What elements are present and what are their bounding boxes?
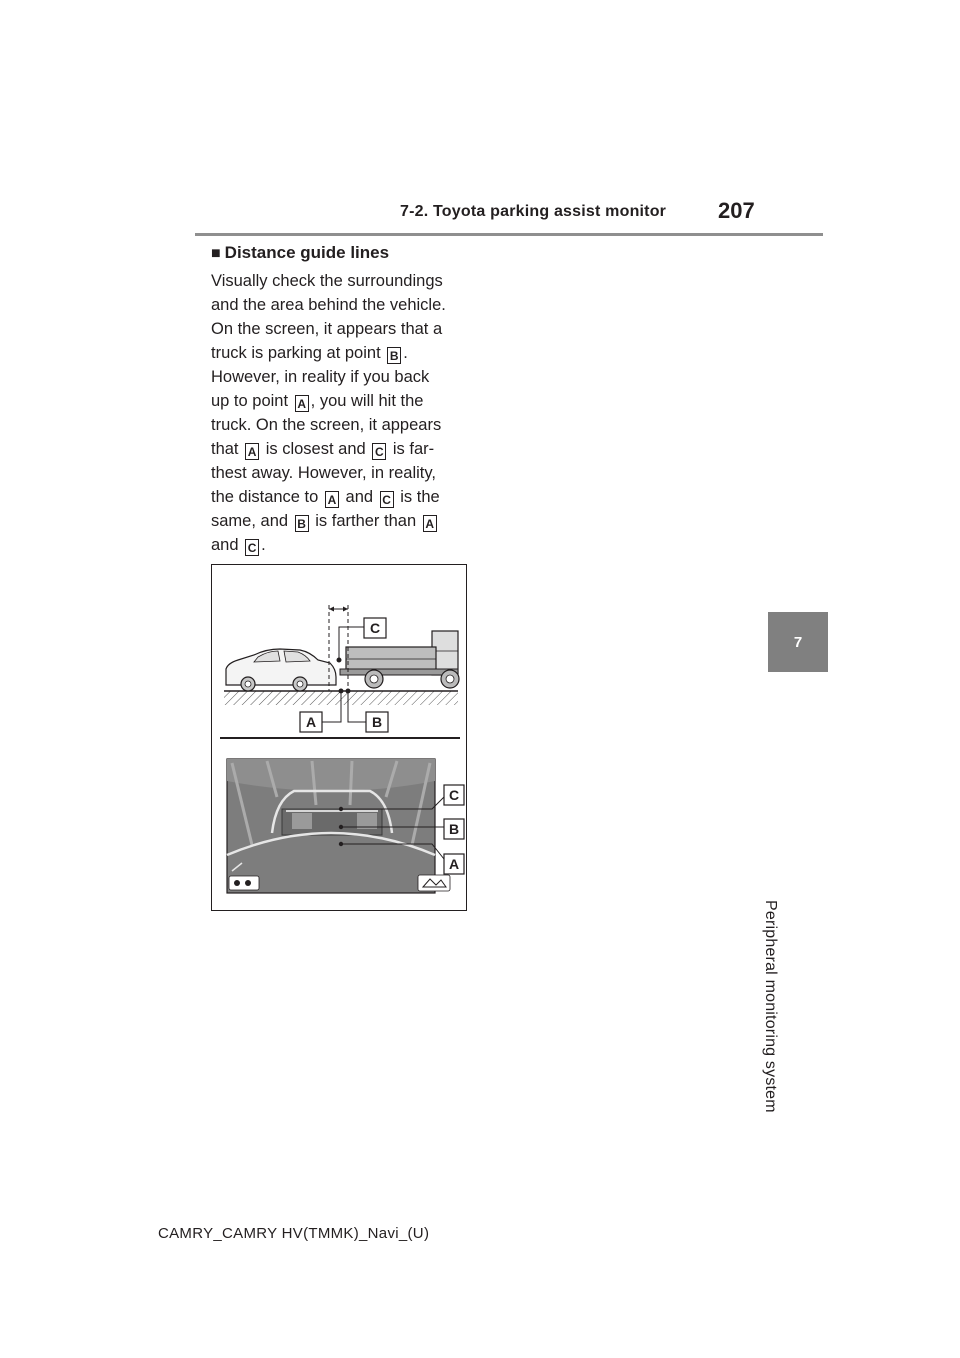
header-divider xyxy=(195,233,823,236)
text-fragment: same, and xyxy=(211,512,289,530)
manual-footer: CAMRY_CAMRY HV(TMMK)_Navi_(U) xyxy=(158,1225,430,1242)
text-line: However, in reality if you back xyxy=(211,368,430,386)
distance-guide-illustration xyxy=(211,564,467,911)
text-fragment: , you will hit the xyxy=(310,392,424,410)
text-line xyxy=(211,389,473,413)
text-line xyxy=(211,437,473,461)
camera-screen-view xyxy=(227,759,464,893)
label-b-screen: B xyxy=(448,821,460,837)
label-c-screen: C xyxy=(448,787,460,803)
point-a-label: A xyxy=(423,515,437,532)
illustration-svg xyxy=(212,565,468,912)
chapter-number: 7 xyxy=(793,633,803,651)
guide-mode-icon xyxy=(234,880,240,886)
point-a-label: A xyxy=(295,395,309,412)
text-fragment: is closest and xyxy=(265,440,366,458)
text-fragment: up to point xyxy=(211,392,289,410)
chapter-tab[interactable] xyxy=(768,612,828,672)
body-paragraph xyxy=(211,269,473,557)
truck-icon xyxy=(340,631,459,688)
side-view-diagram xyxy=(224,605,459,732)
point-b-label: B xyxy=(387,347,401,364)
text-fragment: is the xyxy=(400,488,440,506)
label-a-side: A xyxy=(305,714,317,730)
sub-heading-text: Distance guide lines xyxy=(224,243,390,262)
text-line xyxy=(211,341,473,365)
car-icon xyxy=(226,649,336,691)
text-fragment: is farther than xyxy=(315,512,417,530)
text-fragment: that xyxy=(211,440,239,458)
guide-mode-button[interactable] xyxy=(229,876,259,890)
point-b-label: B xyxy=(295,515,309,532)
point-a-label: A xyxy=(325,491,339,508)
text-line xyxy=(211,485,473,509)
text-fragment: . xyxy=(403,344,408,362)
chapter-label: Peripheral monitoring system xyxy=(762,900,779,1113)
page-number: 207 xyxy=(718,198,755,223)
sub-heading xyxy=(211,243,389,263)
text-fragment: . xyxy=(261,536,266,554)
text-fragment: truck is parking at point xyxy=(211,344,381,362)
text-fragment: and xyxy=(211,536,239,554)
text-line: Visually check the surroundings xyxy=(211,272,443,290)
text-line: thest away. However, in reality, xyxy=(211,464,436,482)
text-line: and the area behind the vehicle. xyxy=(211,296,446,314)
text-fragment: and xyxy=(345,488,374,506)
point-c-label: C xyxy=(380,491,394,508)
point-a-label: A xyxy=(245,443,259,460)
label-c-side: C xyxy=(369,620,381,636)
text-line: On the screen, it appears that a xyxy=(211,320,443,338)
label-a-screen: A xyxy=(448,856,460,872)
point-c-label: C xyxy=(245,539,259,556)
text-fragment: the distance to xyxy=(211,488,319,506)
text-line: truck. On the screen, it appears xyxy=(211,416,442,434)
section-title: 7-2. Toyota parking assist monitor xyxy=(400,203,667,220)
text-line xyxy=(211,509,473,533)
text-fragment: is far- xyxy=(392,440,435,458)
label-b-side: B xyxy=(371,714,383,730)
bullet-square-icon: ■ xyxy=(211,245,221,262)
point-c-label: C xyxy=(372,443,386,460)
text-line xyxy=(211,533,473,557)
